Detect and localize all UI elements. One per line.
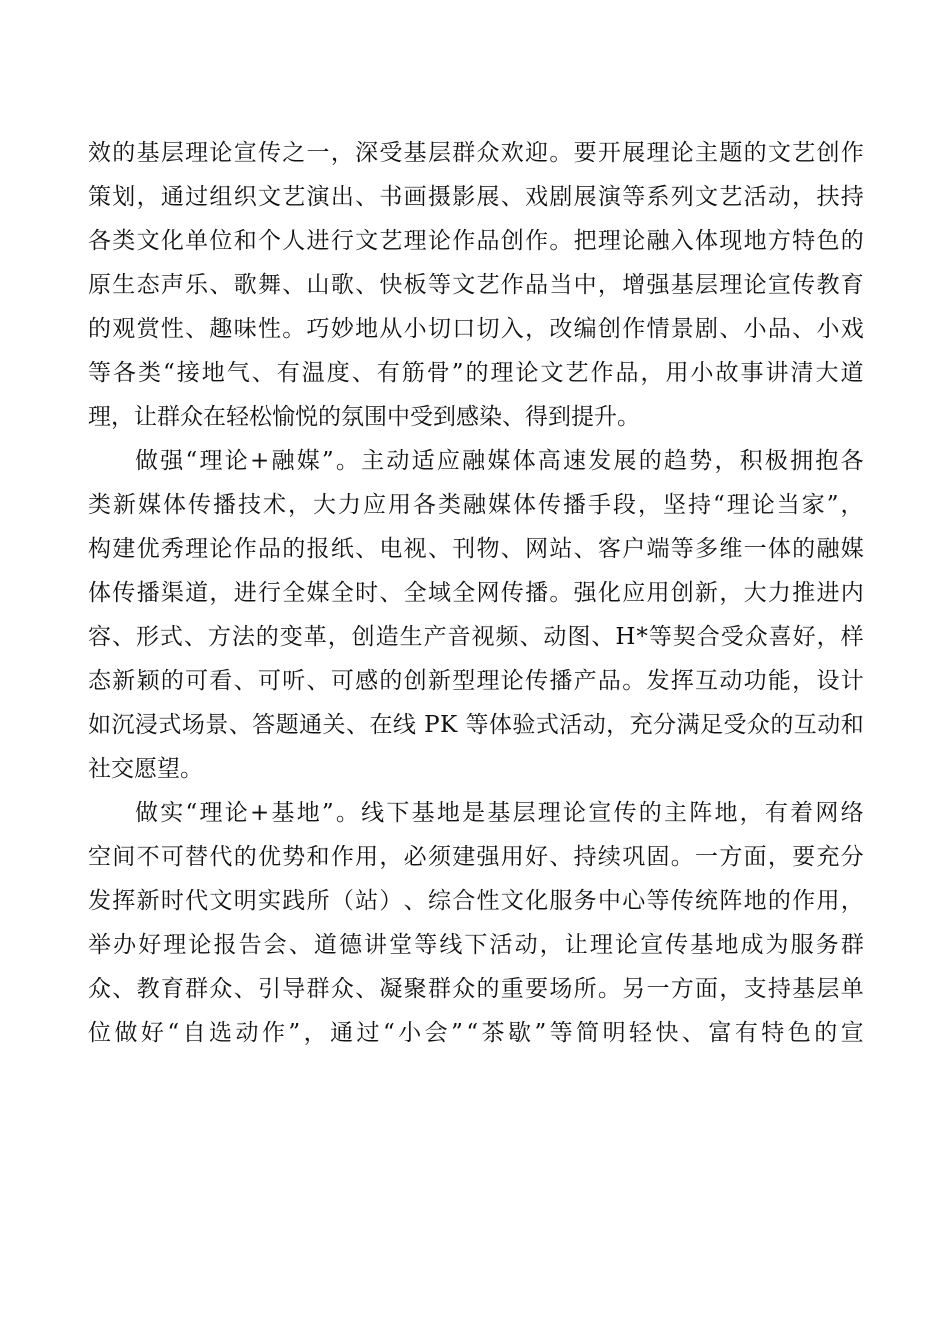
document-page: [88, 131, 864, 1055]
text-line: 等 各 类 “ 接 地 气 、 有 温 度 、 有 筋 骨 ” 的 理 论 文 艺 作 品 ， 用 小 故 事 讲 清 大 道: [88, 360, 864, 386]
text-line: 策 划 ， 通 过 组 织 文 艺 演 出 、 书 画 摄 影 展 、 戏 剧 展 演 等 系 列 文 艺 活 动 ， 扶 持: [88, 184, 864, 210]
text-line: 容 、 形 式 、 方 法 的 变 革 ， 创 造 生 产 音 视 频 、 动 图 、 H * 等 契 合 受 众 喜 好 ， 样: [88, 624, 864, 650]
text-line: 空 间 不 可 替 代 的 优 势 和 作 用 ， 必 须 建 强 用 好 、 持 续 巩 固 。 一 方 面 ， 要 充 分: [88, 844, 864, 870]
text-line: 理，让群众在轻松愉悦的氛围中受到感染、得到提升。: [88, 404, 640, 430]
paragraph-cultural-creation: [88, 131, 864, 439]
text-line: 各 类 文 化 单 位 和 个 人 进 行 文 艺 理 论 作 品 创 作 。 把 理 论 融 入 体 现 地 方 特 色 的: [88, 228, 864, 254]
text-line: 发 挥 新 时 代 文 明 实 践 所 （ 站 ） 、 综 合 性 文 化 服 务 中 心 等 传 统 阵 地 的 作 用 ，: [88, 888, 864, 914]
text-line: 构 建 优 秀 理 论 作 品 的 报 纸 、 电 视 、 刊 物 、 网 站 、 客 户 端 等 多 维 一 体 的 融 媒: [88, 536, 864, 562]
paragraph-theory-media: [88, 439, 864, 791]
text-line: 的 观 赏 性 、 趣 味 性 。 巧 妙 地 从 小 切 口 切 入 ， 改 编 创 作 情 景 剧 、 小 品 、 小 戏: [88, 316, 864, 342]
paragraph-theory-base: [88, 791, 864, 1055]
text-line: 众 、 教 育 群 众 、 引 导 群 众 、 凝 聚 群 众 的 重 要 场 所 。 另 一 方 面 ， 支 持 基 层 单: [88, 976, 864, 1002]
text-line: 位 做 好 “ 自 选 动 作 ” ， 通 过 “ 小 会 ” “ 茶 歇 ” 等 简 明 轻 快 、 富 有 特 色 的 宣: [88, 1020, 864, 1046]
text-line: 原 生 态 声 乐 、 歌 舞 、 山 歌 、 快 板 等 文 艺 作 品 当 中 ， 增 强 基 层 理 论 宣 传 教 育: [88, 272, 864, 298]
text-line: 体 传 播 渠 道 ， 进 行 全 媒 全 时 、 全 域 全 网 传 播 。 强 化 应 用 创 新 ， 大 力 推 进 内: [88, 580, 864, 606]
text-line: 类 新 媒 体 传 播 技 术 ， 大 力 应 用 各 类 融 媒 体 传 播 手 段 ， 坚 持 “ 理 论 当 家 ” ，: [88, 492, 864, 518]
text-line: 做 强 “ 理 论 + 融 媒 ” 。 主 动 适 应 融 媒 体 高 速 发 展 的 趋 势 ， 积 极 拥 抱 各: [135, 448, 864, 474]
text-line: 态 新 颖 的 可 看 、 可 听 、 可 感 的 创 新 型 理 论 传 播 产 品 。 发 挥 互 动 功 能 ， 设 计: [88, 668, 864, 694]
text-line: 做 实 “ 理 论 + 基 地 ” 。 线 下 基 地 是 基 层 理 论 宣 传 的 主 阵 地 ， 有 着 网 络: [135, 800, 864, 826]
text-line: 如 沉 浸 式 场 景 、 答 题 通 关 、 在 线 P K 等 体 验 式 活 动 ， 充 分 满 足 受 众 的 互 动 和: [88, 712, 864, 738]
text-line: 社交愿望。: [88, 756, 203, 782]
text-line: 举 办 好 理 论 报 告 会 、 道 德 讲 堂 等 线 下 活 动 ， 让 理 论 宣 传 基 地 成 为 服 务 群: [88, 932, 864, 958]
text-line: 效 的 基 层 理 论 宣 传 之 一 ， 深 受 基 层 群 众 欢 迎 。 要 开 展 理 论 主 题 的 文 艺 创 作: [88, 140, 864, 166]
